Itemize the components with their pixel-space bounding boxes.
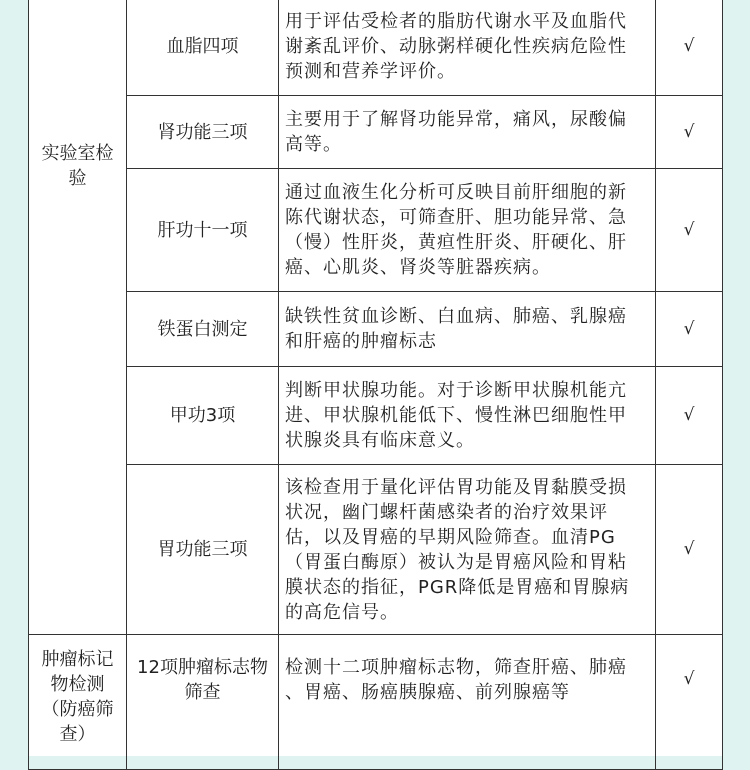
description-line: 、胃癌、肠癌胰腺癌、前列腺癌等 [285, 682, 570, 703]
table-row [29, 367, 723, 465]
description-line: 预测和营养学评价。 [285, 61, 456, 82]
description-line: 状腺炎具有临床意义。 [285, 430, 475, 451]
check-mark: √ [656, 292, 723, 367]
category-label: 实验室检验 [41, 143, 114, 189]
description-line: 判断甲状腺功能。对于诊断甲状腺机能亢 [285, 380, 627, 401]
item-cell: 肝功十一项 [127, 169, 279, 292]
item-line: 12项肿瘤标志物 [137, 657, 268, 678]
description-cell [279, 465, 656, 635]
check-mark: √ [656, 96, 723, 169]
check-mark: √ [656, 169, 723, 292]
category-cell [29, 0, 127, 635]
description-line: 的高危信号。 [285, 601, 399, 623]
description-line: 和肝癌的肿瘤标志 [285, 331, 437, 352]
description-line: 通过血液生化分析可反映目前肝细胞的新 [285, 182, 627, 203]
description-line: 该检查用于量化评估胃功能及胃黏膜受损 [285, 476, 627, 498]
description-cell [279, 96, 656, 169]
check-mark: √ [656, 367, 723, 465]
category-cell [29, 635, 127, 770]
table-row [29, 465, 723, 635]
check-mark: √ [656, 0, 723, 96]
table-row [29, 0, 723, 96]
description-line: （慢）性肝炎，黄疸性肝炎、肝硬化、肝 [285, 232, 627, 253]
item-cell: 铁蛋白测定 [127, 292, 279, 367]
description-cell [279, 367, 656, 465]
table-row [29, 96, 723, 169]
description-line: 用于评估受检者的脂肪代谢水平及血脂代 [285, 11, 627, 32]
description-line: 膜状态的指征，PGR降低是胃癌和胃腺病 [285, 576, 630, 598]
item-cell: 肾功能三项 [127, 96, 279, 169]
description-line: 进、甲状腺机能低下、慢性淋巴细胞性甲 [285, 405, 627, 426]
description-line: 缺铁性贫血诊断、白血病、肺癌、乳腺癌 [285, 306, 627, 327]
description-cell [279, 169, 656, 292]
description-line: 状况，幽门螺杆菌感染者的治疗效果评 [285, 501, 608, 523]
item-cell: 胃功能三项 [127, 465, 279, 635]
description-cell [279, 635, 656, 770]
description-line: 谢紊乱评价、动脉粥样硬化性疾病危险性 [285, 36, 627, 57]
description-line: 估，以及胃癌的早期风险筛查。血清PG [285, 526, 616, 548]
description-line: 高等。 [285, 134, 342, 155]
category-line: （防癌筛 [41, 699, 114, 720]
item-cell [127, 635, 279, 770]
description-line: 检测十二项肿瘤标志物，筛查肝癌、肺癌 [285, 657, 627, 678]
table-row [29, 635, 723, 770]
category-line: 物检测 [50, 674, 105, 695]
description-line: 主要用于了解肾功能异常，痛风，尿酸偏 [285, 109, 627, 130]
item-cell: 甲功3项 [127, 367, 279, 465]
document-sheet [28, 0, 722, 756]
check-mark: √ [656, 635, 723, 770]
description-cell [279, 0, 656, 96]
description-line: 陈代谢状态，可筛查肝、胆功能异常、急 [285, 207, 627, 228]
category-line: 查） [59, 724, 96, 745]
table-row [29, 292, 723, 367]
description-line: 癌、心肌炎、肾炎等脏器疾病。 [285, 257, 551, 278]
check-mark: √ [656, 465, 723, 635]
item-line: 筛查 [184, 682, 221, 703]
exam-items-table [28, 0, 723, 770]
description-cell [279, 292, 656, 367]
table-row [29, 169, 723, 292]
description-line: （胃蛋白酶原）被认为是胃癌风险和胃粘 [285, 551, 627, 573]
category-line: 肿瘤标记 [41, 649, 114, 670]
item-cell: 血脂四项 [127, 0, 279, 96]
